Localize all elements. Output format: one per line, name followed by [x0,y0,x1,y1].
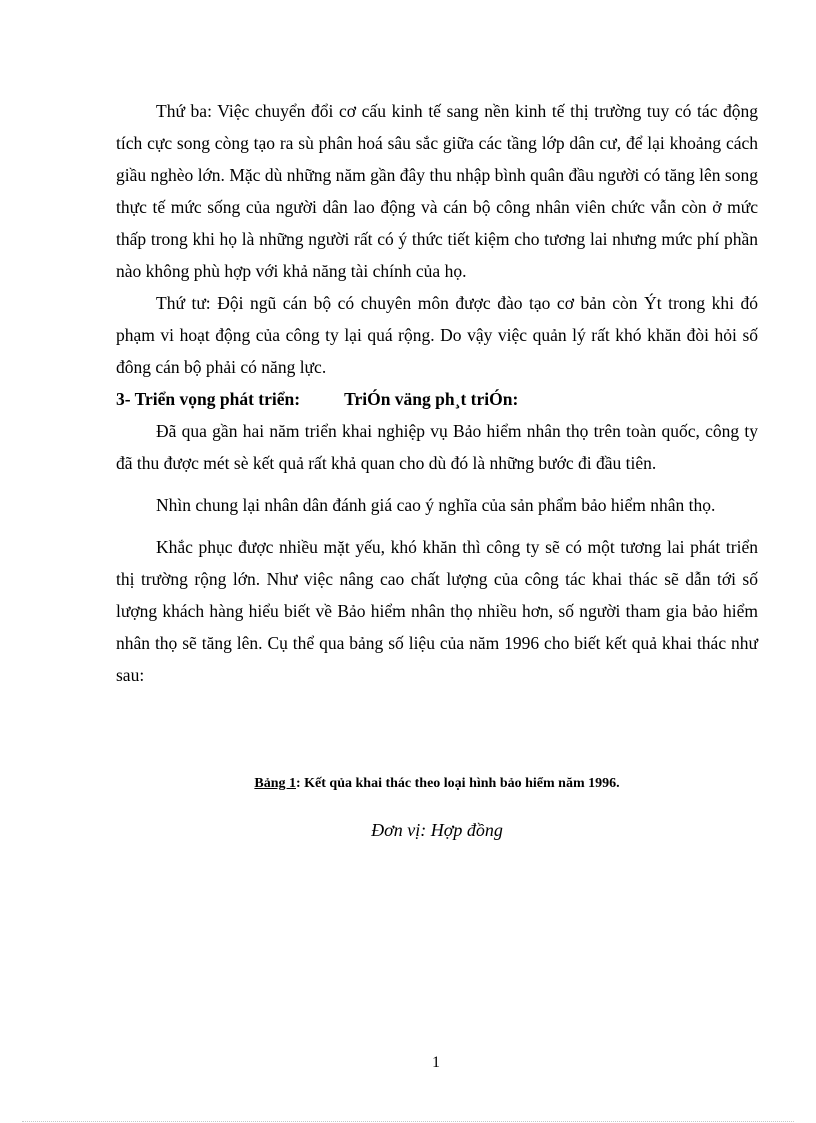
paragraph-thu-tu: Thứ tư: Đội ngũ cán bộ có chuyên môn được đào tạo cơ bản còn Ýt trong khi đó phạm vi hoạt động của công ty lại quá rộng. Do vậy việc quản lý rất khó khăn đòi hỏi số đông cán bộ phải có năng lực. [116,293,758,377]
section-heading-garbled: TriÓn väng ph¸t triÓn: [344,389,519,409]
table-caption-label: Bảng 1 [254,776,296,791]
paragraph-thu-ba: Thứ ba: Việc chuyển đổi cơ cấu kinh tế sang nền kinh tế thị trường tuy có tác động tích cực song còng tạo ra sù phân hoá sâu sắc giữa các tầng lớp dân cư, để lại khoảng cách giầu nghèo lớn. Mặc dù những năm gần đây thu nhập bình quân đầu người có tăng lên song thực tế mức sống của người dân lao động và cán bộ công nhân viên chức vẫn còn ở mức thấp trong khi họ là những người rất có ý thức tiết kiệm cho tương lai nhưng mức phí phần nào không phù hợp với khả năng tài chính của họ. [116,101,758,281]
section-heading [116,383,758,415]
table-caption-text: : Kết qủa khai thác theo loại hình bảo hiểm năm 1996. [296,776,620,791]
paragraph-outlook: Khắc phục được nhiều mặt yếu, khó khăn thì công ty sẽ có một tương lai phát triển thị trường rộng lớn. Như việc nâng cao chất lượng của công tác khai thác sẽ dẫn tới số lượng khách hàng hiểu biết về Bảo hiểm nhân thọ nhiều hơn, số người tham gia bảo hiểm nhân thọ sẽ tăng lên. Cụ thể qua bảng số liệu của năm 1996 cho biết kết quả khai thác như sau: [116,537,758,685]
page-bottom-divider [22,1121,794,1122]
paragraph-evaluation: Nhìn chung lại nhân dân đánh giá cao ý nghĩa của sản phẩm bảo hiểm nhân thọ. [156,495,716,515]
unit-label: Đơn vị: Hợp đồng [371,820,503,840]
paragraph-results: Đã qua gần hai năm triển khai nghiệp vụ Bảo hiểm nhân thọ trên toàn quốc, công ty đã thu được mét sè kết quả rất khả quan cho dù đó là những bước đi đầu tiên. [116,421,758,473]
page-number: 1 [432,1054,440,1071]
section-heading-text: 3- Triển vọng phát triển: [116,389,301,409]
body-text [116,95,758,691]
table-caption [116,776,758,792]
